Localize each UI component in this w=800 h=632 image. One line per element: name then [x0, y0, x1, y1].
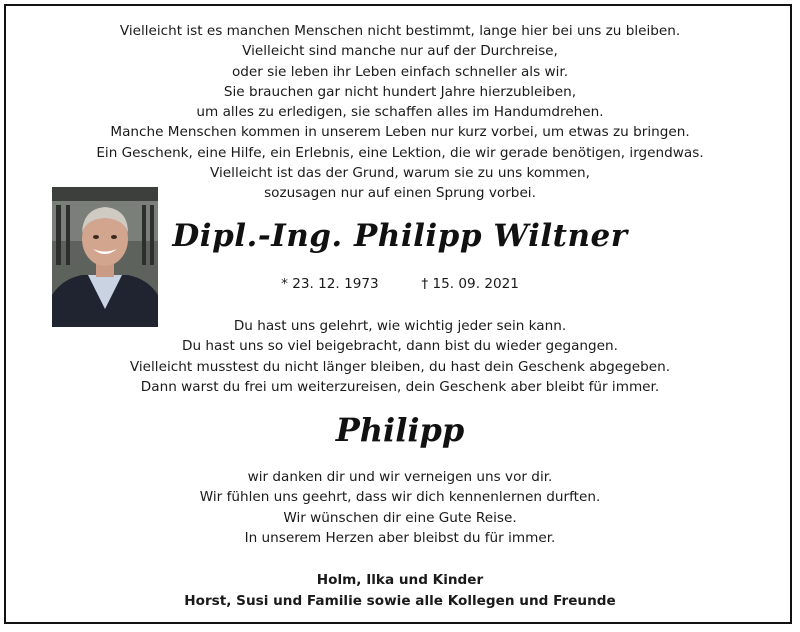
verse-line: Vielleicht musstest du nicht länger bleiben, du hast dein Geschenk abgegeben. [129, 358, 671, 375]
verse-line: Vielleicht ist das der Grund, warum sie zu uns kommen, [210, 165, 590, 182]
verse-line: Wir fühlen uns geehrt, dass wir dich kennenlernen durften. [199, 489, 601, 506]
birth-date: 23. 12. 1973 [292, 276, 379, 292]
mourners-signature [0, 570, 800, 612]
verse-line: oder sie leben ihr Leben einfach schneller als wir. [231, 63, 569, 80]
birth-symbol: * [281, 276, 288, 292]
middle-verse [0, 316, 800, 397]
verse-line: Vielleicht ist es manchen Menschen nicht bestimmt, lange hier bei uns zu bleiben. [119, 23, 681, 39]
verse-line: Sie brauchen gar nicht hundert Jahre hierzubleiben, [223, 83, 577, 100]
verse-line: Du hast uns so viel beigebracht, dann bist du wieder gegangen. [182, 338, 618, 355]
closing-verse [0, 467, 800, 548]
verse-line: wir danken dir und wir verneigen uns vor dir. [247, 469, 553, 485]
verse-line: Du hast uns gelehrt, wie wichtig jeder sein kann. [233, 318, 567, 334]
verse-line: Ein Geschenk, eine Hilfe, ein Erlebnis, eine Lektion, die wir gerade benötigen, irgendwas. [96, 144, 704, 161]
death-symbol: † [421, 276, 429, 292]
deceased-full-name: Dipl.-Ing. Philipp Wiltner [172, 218, 628, 254]
verse-line: Manche Menschen kommen in unserem Leben nur kurz vorbei, um etwas zu bringen. [110, 124, 690, 141]
signature-line: Holm, Ilka und Kinder [316, 572, 484, 588]
verse-line: Dann warst du frei um weiterzureisen, dein Geschenk aber bleibt für immer. [140, 378, 660, 395]
verse-line: Wir wünschen dir eine Gute Reise. [283, 509, 517, 526]
intro-verse [0, 21, 800, 204]
portrait-photo [52, 187, 158, 327]
verse-line: um alles zu erledigen, sie schaffen alles im Handumdrehen. [196, 104, 604, 121]
verse-line: Vielleicht sind manche nur auf der Durchreise, [242, 43, 558, 60]
deceased-first-name: Philipp [335, 411, 465, 449]
signature-line: Horst, Susi und Familie sowie alle Kollegen und Freunde [184, 593, 616, 609]
life-dates [0, 276, 800, 292]
verse-line: sozusagen nur auf einen Sprung vorbei. [264, 185, 536, 202]
death-date: 15. 09. 2021 [432, 276, 519, 292]
verse-line: In unserem Herzen aber bleibst du für immer. [244, 529, 556, 546]
